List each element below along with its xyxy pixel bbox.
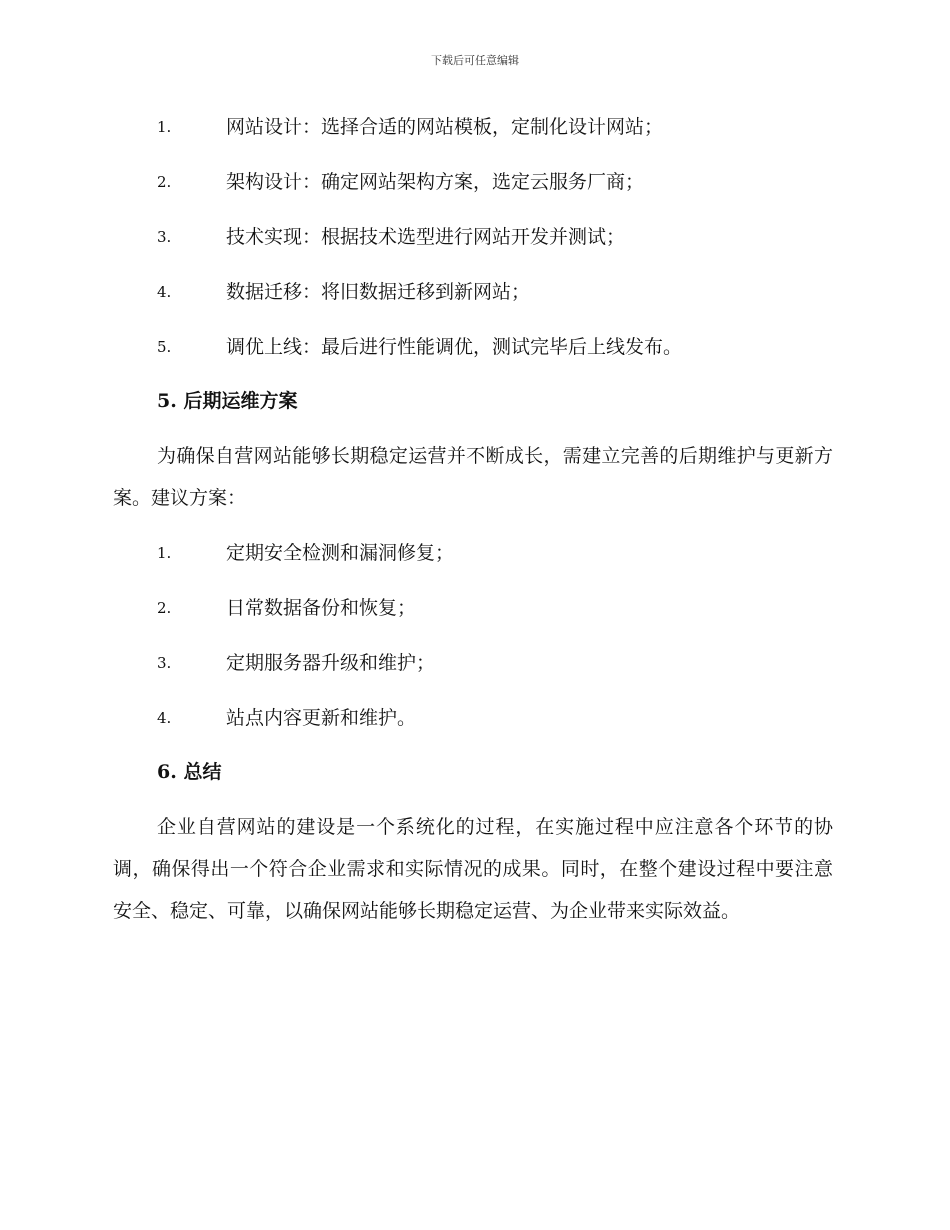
list-item-number: 3. xyxy=(157,654,172,672)
summary-paragraph: 企业自营网站的建设是一个系统化的过程，在实施过程中应注意各个环节的协调，确保得出一个符合企业需求和实际情况的成果。同时，在整个建设过程中要注意安全、稳定、可靠，以确保网站能够长期稳定运营、为企业带来实际效益。 xyxy=(113,816,833,922)
list-item-text: 调优上线：最后进行性能调优，测试完毕后上线发布。 xyxy=(226,336,683,358)
list-item-number: 2. xyxy=(157,173,172,191)
list-item xyxy=(0,278,950,333)
list-item-text: 数据迁移：将旧数据迁移到新网站； xyxy=(226,281,531,303)
list-item-number: 4. xyxy=(157,709,172,727)
list-item xyxy=(0,704,950,759)
list-item xyxy=(0,223,950,278)
section-heading-summary: 6. 总结 xyxy=(157,761,222,783)
implementation-steps-list xyxy=(0,113,950,388)
list-item-number: 1. xyxy=(157,544,172,562)
list-item-number: 4. xyxy=(157,283,172,301)
list-item xyxy=(0,594,950,649)
list-item-text: 架构设计：确定网站架构方案，选定云服务厂商； xyxy=(226,171,645,193)
list-item-text: 定期安全检测和漏洞修复； xyxy=(226,542,455,564)
list-item-text: 网站设计：选择合适的网站模板，定制化设计网站； xyxy=(226,116,664,138)
list-item xyxy=(0,539,950,594)
list-item-number: 3. xyxy=(157,228,172,246)
list-item-number: 5. xyxy=(157,338,172,356)
list-item-number: 2. xyxy=(157,599,172,617)
list-item-text: 站点内容更新和维护。 xyxy=(226,707,417,729)
list-item-number: 1. xyxy=(157,118,172,136)
maintenance-list xyxy=(0,539,950,759)
maintenance-paragraph: 为确保自营网站能够长期稳定运营并不断成长，需建立完善的后期维护与更新方案。建议方案： xyxy=(113,445,833,509)
list-item-text: 日常数据备份和恢复； xyxy=(226,597,417,619)
list-item-text: 定期服务器升级和维护； xyxy=(226,652,436,674)
section-heading-maintenance: 5. 后期运维方案 xyxy=(157,390,298,412)
list-item xyxy=(0,649,950,704)
list-item xyxy=(0,168,950,223)
list-item xyxy=(0,113,950,168)
list-item-text: 技术实现：根据技术选型进行网站开发并测试； xyxy=(226,226,626,248)
page-header-note: 下载后可任意编辑 xyxy=(431,54,519,67)
list-item xyxy=(0,333,950,388)
